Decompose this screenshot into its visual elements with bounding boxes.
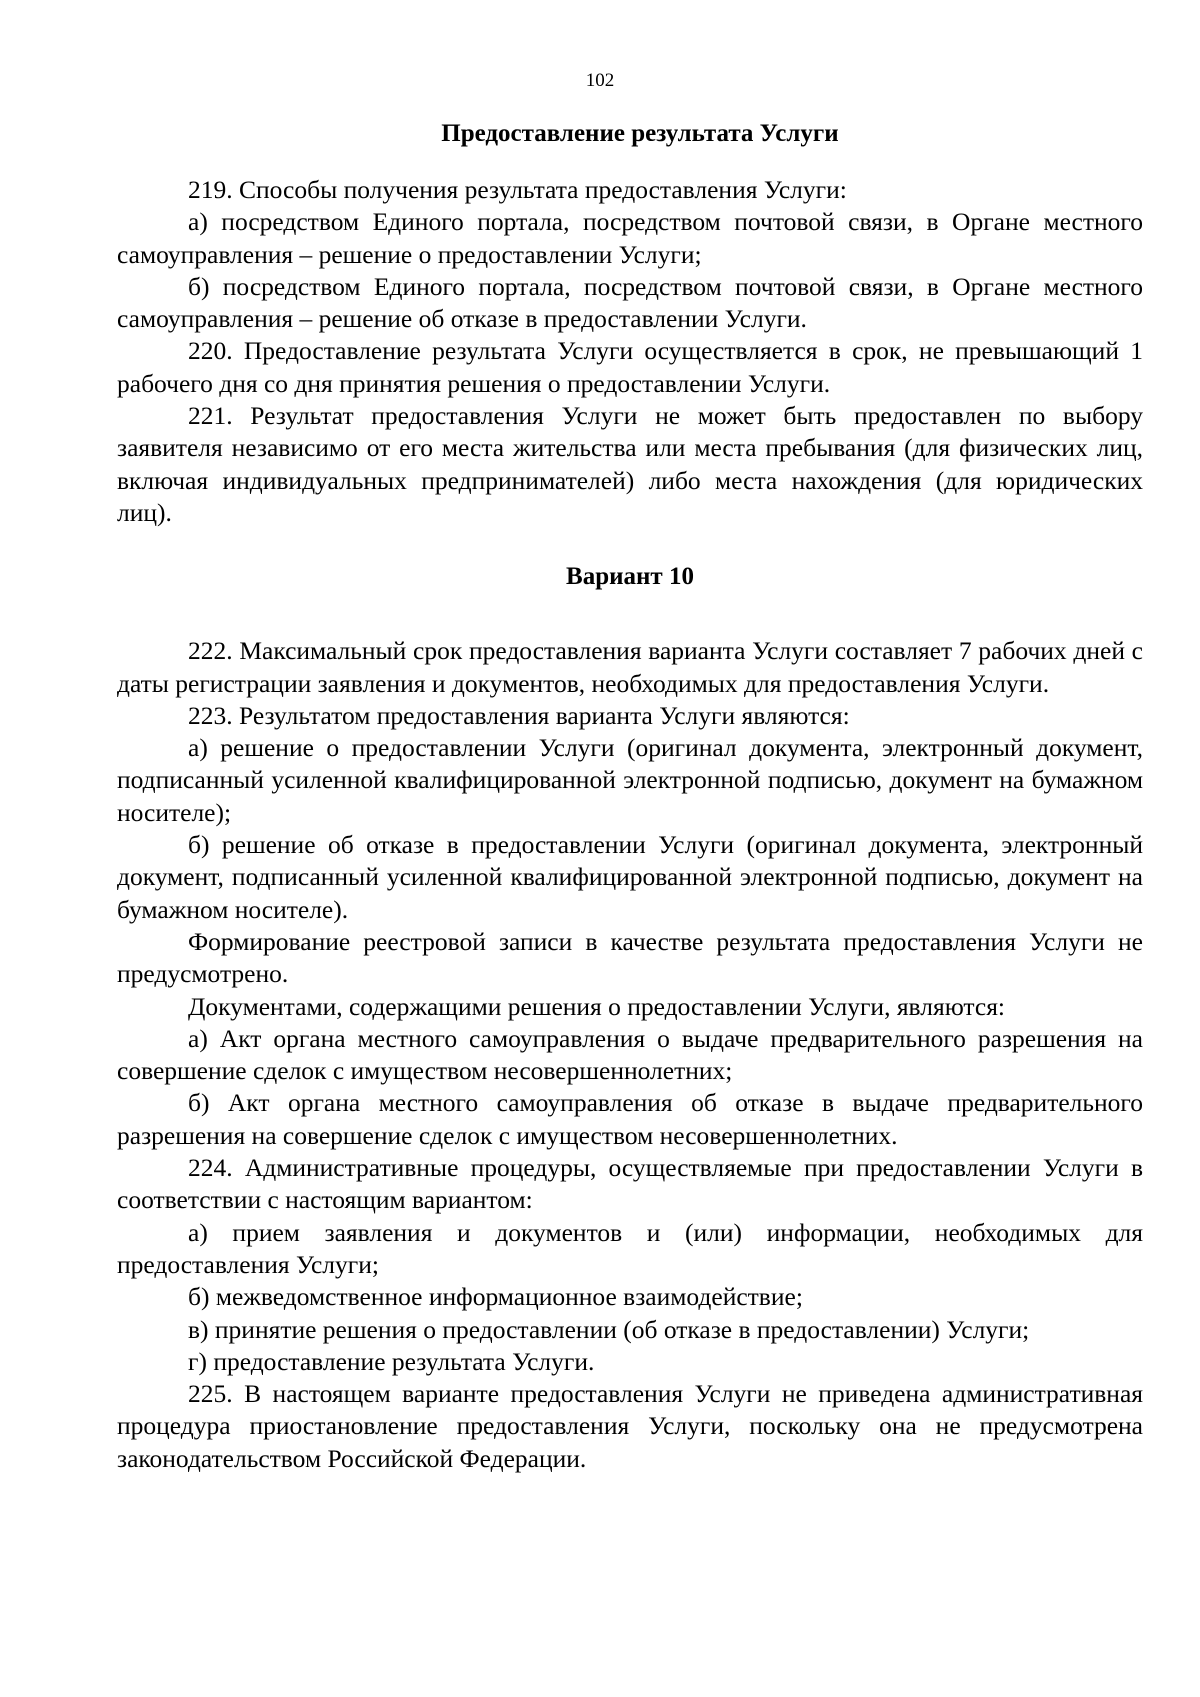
paragraph: а) посредством Единого портала, посредством почтовой связи, в Органе местного самоуправления – решение о предоставлении Услуги;	[117, 207, 1143, 269]
page-number: 102	[585, 70, 615, 91]
paragraph: б) решение об отказе в предоставлении Услуги (оригинал документа, электронный документ, подписанный усиленной квалифицированной электронной подписью, документ на бумажном носителе).	[117, 830, 1143, 924]
paragraph: б) посредством Единого портала, посредством почтовой связи, в Органе местного самоуправления – решение об отказе в предоставлении Услуги.	[117, 271, 1143, 334]
paragraph: 223. Результатом предоставления варианта Услуги являются:	[188, 700, 850, 730]
paragraph: 225. В настоящем варианте предоставления Услуги не приведена административная процедура приостановление предоставления Услуги, поскольку она не предусмотрена законодательством Российской Федерации.	[117, 1379, 1143, 1473]
paragraph: г) предоставление результата Услуги.	[188, 1346, 595, 1376]
paragraph: 219. Способы получения результата предоставления Услуги:	[188, 175, 847, 204]
paragraph: в) принятие решения о предоставлении (об отказе в предоставлении) Услуги;	[188, 1314, 1030, 1344]
paragraph: а) Акт органа местного самоуправления о выдаче предварительного разрешения на совершение сделок с имуществом несовершеннолетних;	[117, 1023, 1143, 1086]
paragraph: Формирование реестровой записи в качестве результата предоставления Услуги не предусмотрено.	[117, 926, 1143, 989]
paragraph: 221. Результат предоставления Услуги не может быть предоставлен по выбору заявителя независимо от его места жительства или места пребывания (для физических лиц, включая индивидуальных предпринимателей) либо места нахождения (для юридических лиц).	[117, 401, 1143, 527]
section-variant-10	[117, 635, 1143, 1475]
paragraph: а) прием заявления и документов и (или) информации, необходимых для предоставления Услуги;	[117, 1217, 1143, 1279]
paragraph: б) Акт органа местного самоуправления об отказе в выдаче предварительного разрешения на совершение сделок с имуществом несовершеннолетних.	[117, 1088, 1143, 1150]
paragraph: 220. Предоставление результата Услуги осуществляется в срок, не превышающий 1 рабочего дня со дня принятия решения о предоставлении Услуги.	[117, 336, 1143, 398]
paragraph: Документами, содержащими решения о предоставлении Услуги, являются:	[188, 991, 1006, 1021]
paragraph: б) межведомственное информационное взаимодействие;	[188, 1282, 803, 1312]
paragraph: 222. Максимальный срок предоставления варианта Услуги составляет 7 рабочих дней с даты регистрации заявления и документов, необходимых для предоставления Услуги.	[117, 636, 1143, 698]
section-title-result: Предоставление результата Услуги	[441, 120, 839, 147]
section-result	[117, 174, 1143, 529]
document-body	[117, 118, 1143, 1475]
paragraph: 224. Административные процедуры, осуществляемые при предоставлении Услуги в соответствии с настоящим вариантом:	[117, 1153, 1143, 1215]
paragraph: а) решение о предоставлении Услуги (оригинал документа, электронный документ, подписанный усиленной квалифицированной электронной подписью, документ на бумажном носителе);	[117, 733, 1143, 827]
section-title-variant-10: Вариант 10	[566, 563, 694, 591]
